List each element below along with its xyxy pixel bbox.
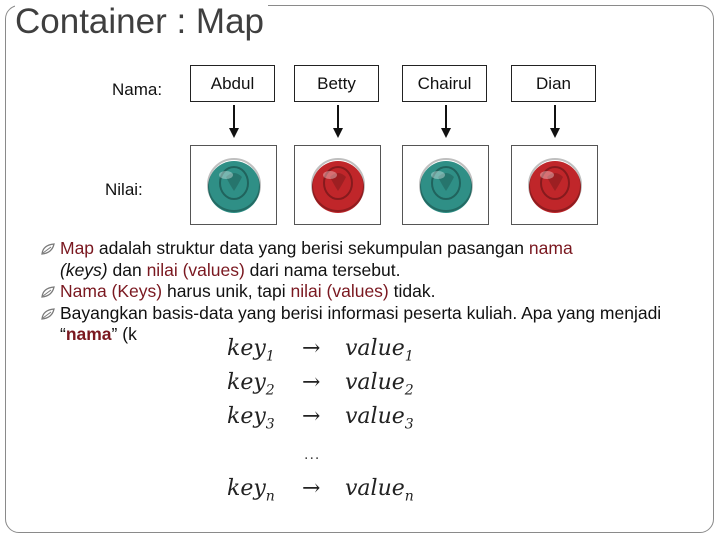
leaf-bullet-icon (40, 306, 56, 322)
key-subscript: n (265, 488, 275, 505)
bullet-item (40, 281, 690, 303)
coin-icon (308, 155, 368, 215)
coin-box-1 (190, 145, 277, 225)
key-box-dian: Dian (511, 65, 596, 102)
mapping-value (345, 370, 414, 398)
mapping-value (345, 336, 414, 364)
mapping-row (222, 370, 427, 402)
text: harus unik, tapi (162, 281, 291, 301)
bullet-item (40, 238, 690, 281)
nama-label: Nama: (112, 80, 163, 99)
text-keys: (keys) (60, 259, 108, 280)
mapping-row (222, 336, 427, 368)
text: dan (107, 259, 147, 280)
leaf-bullet-icon (40, 241, 56, 257)
text-nilai-values: nilai (values) (290, 281, 389, 301)
text-nilai-values: nilai (values) (146, 259, 245, 280)
coin-icon (525, 155, 585, 215)
mapping-row (222, 404, 427, 436)
key-subscript: 2 (265, 382, 275, 399)
value-subscript: 1 (404, 348, 414, 365)
text-map: Map (60, 238, 95, 258)
down-arrow-icon (440, 105, 452, 138)
right-arrow-icon: → (302, 336, 321, 361)
ellipsis: ... (304, 446, 321, 463)
key-box-betty: Betty (294, 65, 379, 102)
text: ” (k (111, 324, 137, 344)
down-arrow-icon (228, 105, 240, 138)
key-box-abdul: Abdul (190, 65, 275, 102)
value-text: value (345, 336, 405, 361)
down-arrow-icon (549, 105, 561, 138)
value-text: value (345, 476, 405, 501)
key-subscript: 1 (265, 348, 275, 365)
nilai-label: Nilai: (105, 180, 143, 199)
key-text: key (227, 476, 266, 501)
slide-title: Container : Map (15, 3, 268, 42)
text: tidak. (388, 281, 436, 301)
down-arrow-icon (332, 105, 344, 138)
text: Bayangkan basis-data yang berisi informasi peserta kuliah. Apa yang menjadi “ (60, 302, 662, 344)
key-value-mapping-image (222, 334, 427, 510)
right-arrow-icon: → (302, 404, 321, 429)
mapping-key (227, 370, 275, 398)
coin-icon (416, 155, 476, 215)
key-box-chairul: Chairul (402, 65, 487, 102)
mapping-row (222, 476, 427, 508)
coin-icon (204, 155, 264, 215)
leaf-bullet-icon (40, 284, 56, 300)
coin-box-2 (294, 145, 381, 225)
value-subscript: 3 (404, 416, 414, 433)
text: adalah struktur data yang berisi sekumpulan pasangan (94, 238, 529, 258)
value-subscript: n (404, 488, 414, 505)
mapping-key (227, 336, 275, 364)
coin-box-3 (402, 145, 489, 225)
text-nama: nama (65, 324, 112, 344)
mapping-key (227, 476, 275, 504)
coin-box-4 (511, 145, 598, 225)
key-text: key (227, 370, 266, 395)
right-arrow-icon: → (302, 476, 321, 501)
mapping-key (227, 404, 275, 432)
mapping-value (345, 404, 414, 432)
value-text: value (345, 370, 405, 395)
mapping-value (345, 476, 414, 504)
right-arrow-icon: → (302, 370, 321, 395)
key-text: key (227, 336, 266, 361)
value-subscript: 2 (404, 382, 414, 399)
text-nama: nama (528, 238, 573, 258)
value-text: value (345, 404, 405, 429)
key-text: key (227, 404, 266, 429)
text-nama-keys: Nama (Keys) (60, 281, 163, 301)
text: dari nama tersebut. (244, 259, 401, 280)
key-subscript: 3 (265, 416, 275, 433)
bullet-list (40, 238, 690, 346)
